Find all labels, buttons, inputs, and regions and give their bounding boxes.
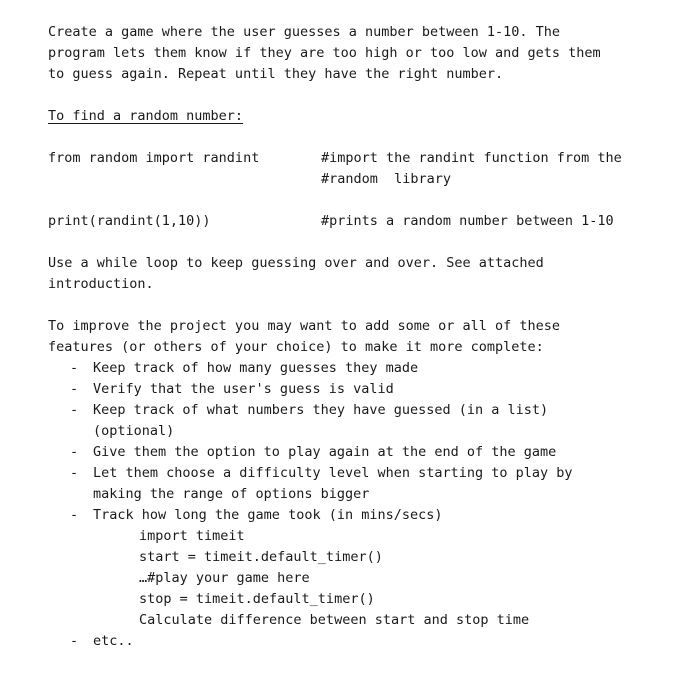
list-item-text: making the range of options bigger — [93, 486, 370, 502]
list-dash: - — [70, 633, 79, 649]
list-item-text: (optional) — [93, 423, 175, 439]
comment-line: #import the randint function from the — [321, 150, 622, 166]
loop-line: introduction. — [48, 276, 154, 292]
list-dash: - — [70, 360, 79, 376]
timer-code-line: Calculate difference between start and stop time — [139, 612, 530, 628]
list-item-text: Let them choose a difficulty level when starting to play by — [93, 465, 573, 481]
timer-code-line: stop = timeit.default_timer() — [139, 591, 375, 607]
list-item-text: Verify that the user's guess is valid — [93, 381, 394, 397]
list-item — [48, 442, 668, 463]
list-item — [48, 631, 668, 652]
code-line: from random import randint — [48, 150, 260, 166]
timer-code-line: import timeit — [139, 528, 245, 544]
code-comment — [321, 148, 661, 190]
list-dash: - — [70, 444, 79, 460]
improve-paragraph — [48, 316, 668, 358]
loop-paragraph — [48, 253, 668, 295]
random-heading: To find a random number: — [48, 108, 244, 124]
list-item — [48, 505, 668, 631]
code-comment — [321, 211, 661, 232]
list-item-text: Track how long the game took (in mins/secs) — [93, 507, 443, 523]
timer-code-line: …#play your game here — [139, 570, 310, 586]
list-item-text: Keep track of what numbers they have guessed (in a list) — [93, 402, 549, 418]
list-dash: - — [70, 402, 79, 418]
list-item-text: etc.. — [93, 633, 134, 649]
list-item-text: Keep track of how many guesses they made — [93, 360, 419, 376]
code-example-print — [48, 211, 668, 253]
code-example-import — [48, 148, 668, 211]
list-dash: - — [70, 507, 79, 523]
list-item — [48, 379, 668, 400]
list-dash: - — [70, 465, 79, 481]
list-item — [48, 358, 668, 379]
random-section — [48, 106, 668, 127]
feature-list — [48, 358, 668, 652]
list-item — [48, 400, 668, 442]
list-dash: - — [70, 381, 79, 397]
comment-line: #random library — [321, 171, 452, 187]
timer-code-line: start = timeit.default_timer() — [139, 549, 383, 565]
document — [48, 22, 668, 652]
intro-paragraph — [48, 22, 668, 85]
intro-line: to guess again. Repeat until they have the right number. — [48, 66, 504, 82]
loop-line: Use a while loop to keep guessing over and over. See attached — [48, 255, 544, 271]
comment-line: #prints a random number between 1-10 — [321, 213, 614, 229]
improve-line: features (or others of your choice) to make it more complete: — [48, 339, 544, 355]
intro-line: program lets them know if they are too high or too low and gets them — [48, 45, 601, 61]
timer-code-block — [93, 526, 668, 631]
improve-line: To improve the project you may want to add some or all of these — [48, 318, 561, 334]
list-item — [48, 463, 668, 505]
code-line: print(randint(1,10)) — [48, 213, 211, 229]
intro-line: Create a game where the user guesses a number between 1-10. The — [48, 24, 561, 40]
list-item-text: Give them the option to play again at the end of the game — [93, 444, 557, 460]
